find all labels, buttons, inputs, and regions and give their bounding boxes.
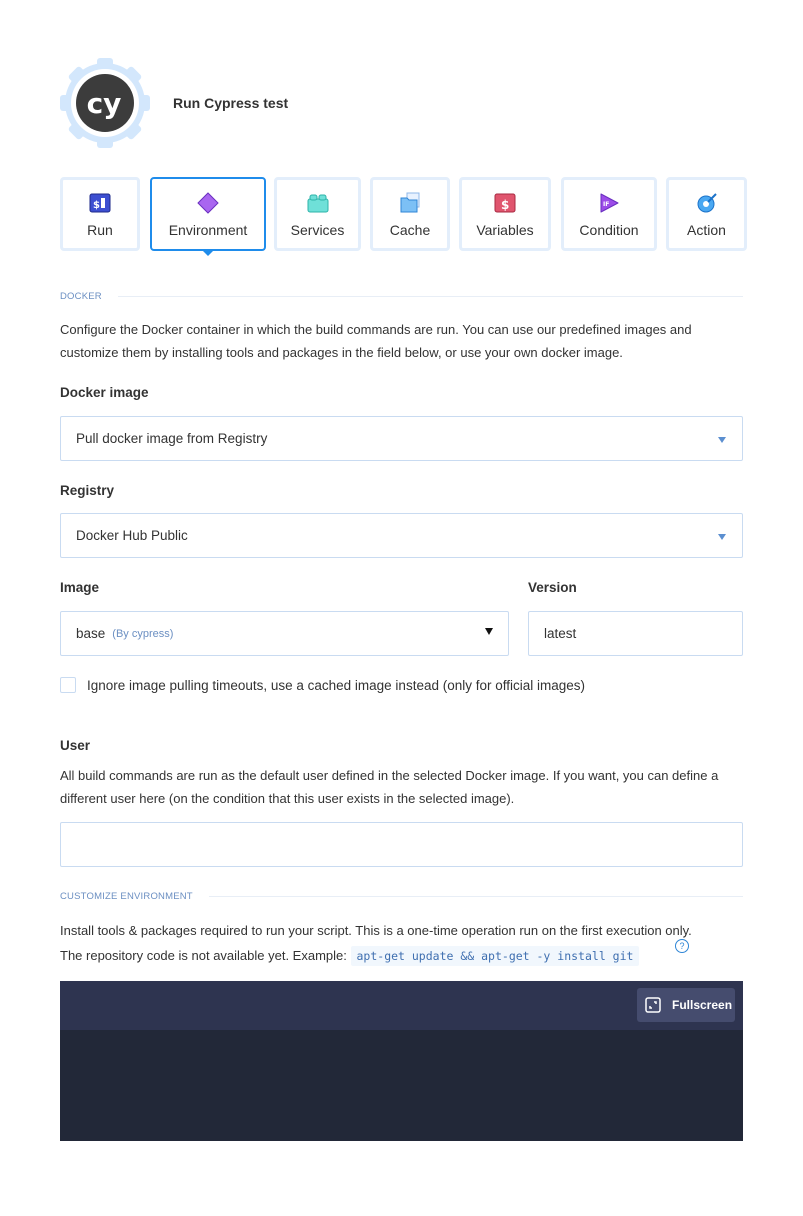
select-value: base [76,626,106,641]
ignore-timeouts-label: Ignore image pulling timeouts, use a cached image instead (only for official images) [87,678,586,693]
select-value: Pull docker image from Registry [76,431,268,446]
terminal-icon [89,192,111,214]
image-select[interactable] [60,611,509,656]
fullscreen-icon [645,997,661,1013]
script-editor[interactable] [60,981,743,1141]
tab-run[interactable] [60,177,140,251]
tab-label: Environment [168,222,248,238]
user-description: All build commands are run as the default user defined in the selected Docker image. If you want, you can define a different user here (on the condition that this user exists in the selected image). [60,768,719,806]
customize-description-1: Install tools & packages required to run your script. This is a one-time operation run on the first execution only. [60,923,692,938]
user-label: User [60,738,91,753]
divider [118,296,743,297]
tab-label: Cache [389,222,431,238]
example-code: apt-get update && apt-get -y install git [351,946,640,966]
tab-action[interactable] [666,177,747,251]
fullscreen-label: Fullscreen [672,998,733,1012]
ignore-timeouts-checkbox[interactable] [60,677,76,693]
cypress-logo [60,58,150,148]
docker-section-header [60,291,743,302]
tab-variables[interactable] [459,177,551,251]
select-value: Docker Hub Public [76,528,188,543]
fullscreen-button[interactable] [637,988,735,1022]
registry-label: Registry [60,483,115,498]
divider [209,896,743,897]
version-label: Version [528,580,577,595]
section-title: DOCKER [60,291,102,302]
dollar-icon [494,192,516,214]
svg-text:IF: IF [603,201,610,208]
diamond-icon [197,192,219,214]
tab-label: Condition [579,222,639,238]
description-text: The repository code is not available yet. Example: [60,948,347,963]
tab-label: Services [290,222,345,238]
tab-condition[interactable] [561,177,657,251]
svg-text:cy: cy [86,87,122,120]
docker-image-label: Docker image [60,385,149,400]
docker-image-select[interactable] [60,416,743,461]
image-hint: (By cypress) [112,627,174,640]
svg-text:$: $ [501,198,510,212]
folders-icon [399,192,421,214]
lego-brick-icon [307,192,329,214]
page-title: Run Cypress test [173,95,289,111]
customize-section-header [60,891,743,902]
chevron-down-icon [718,437,726,443]
tab-cache[interactable] [370,177,450,251]
image-label: Image [60,580,100,595]
caret-down-icon [485,628,493,635]
tab-label: Run [87,222,113,238]
if-play-icon [598,192,620,214]
section-title: CUSTOMIZE ENVIRONMENT [60,891,193,902]
input-value: latest [544,626,577,641]
tab-label: Action [687,222,726,238]
tab-services[interactable] [274,177,361,251]
version-input[interactable] [528,611,743,656]
registry-select[interactable] [60,513,743,558]
tab-label: Variables [476,222,534,238]
help-icon[interactable]: ? [675,939,689,953]
action-gear-icon [696,192,718,214]
docker-description: Configure the Docker container in which the build commands are run. You can use our predefined images and customize them by installing tools and packages in the field below, or use your own docker image. [60,322,692,360]
user-input[interactable] [60,822,743,867]
chevron-down-icon [718,534,726,540]
customize-description-2 [60,944,750,968]
tab-environment[interactable] [150,177,266,251]
svg-text:$: $ [93,200,100,211]
